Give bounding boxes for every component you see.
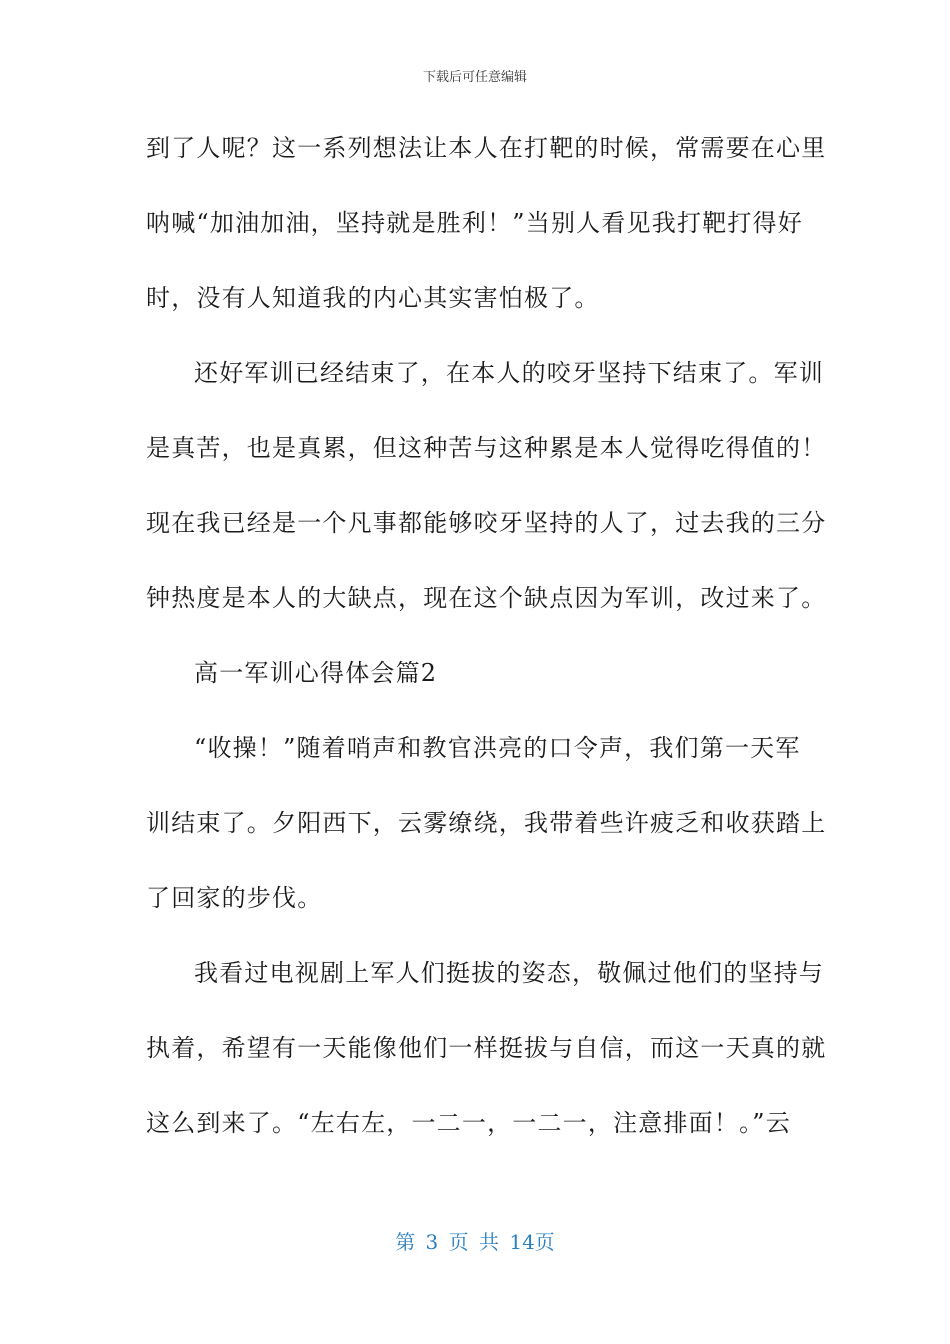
paragraph-start-line: “收操！”随着哨声和教官洪亮的口令声，我们第一天军: [194, 734, 801, 762]
paragraph-start-line: 还好军训已经结束了，在本人的咬牙坚持下结束了。军训: [194, 359, 824, 387]
body-line: 了回家的步伐。: [146, 884, 323, 912]
body-line: 现在我已经是一个凡事都能够咬牙坚持的人了，过去我的三分: [146, 509, 827, 537]
body-line: 是真苦，也是真累，但这种苦与这种累是本人觉得吃得值的！: [146, 434, 827, 462]
body-line: 训结束了。夕阳西下，云雾缭绕，我带着些许疲乏和收获踏上: [146, 809, 827, 837]
page-number-footer: 第 3 页 共 14页: [395, 1230, 555, 1254]
page-header: 下载后可任意编辑: [422, 70, 527, 85]
paragraph-start-line: 我看过电视剧上军人们挺拔的姿态，敬佩过他们的坚持与: [194, 959, 824, 987]
body-line: 呐喊“加油加油，坚持就是胜利！”当别人看见我打靶打得好: [146, 209, 803, 237]
body-line: 钟热度是本人的大缺点，现在这个缺点因为军训，改过来了。: [146, 584, 827, 612]
body-line: 这么到来了。“左右左，一二一，一二一，注意排面！。”云: [146, 1109, 791, 1137]
body-line: 到了人呢？这一系列想法让本人在打靶的时候，常需要在心里: [146, 134, 827, 162]
body-line: 执着，希望有一天能像他们一样挺拔与自信，而这一天真的就: [146, 1034, 827, 1062]
section-heading: 高一军训心得体会篇2: [194, 659, 438, 687]
body-line: 时，没有人知道我的内心其实害怕极了。: [146, 284, 600, 312]
